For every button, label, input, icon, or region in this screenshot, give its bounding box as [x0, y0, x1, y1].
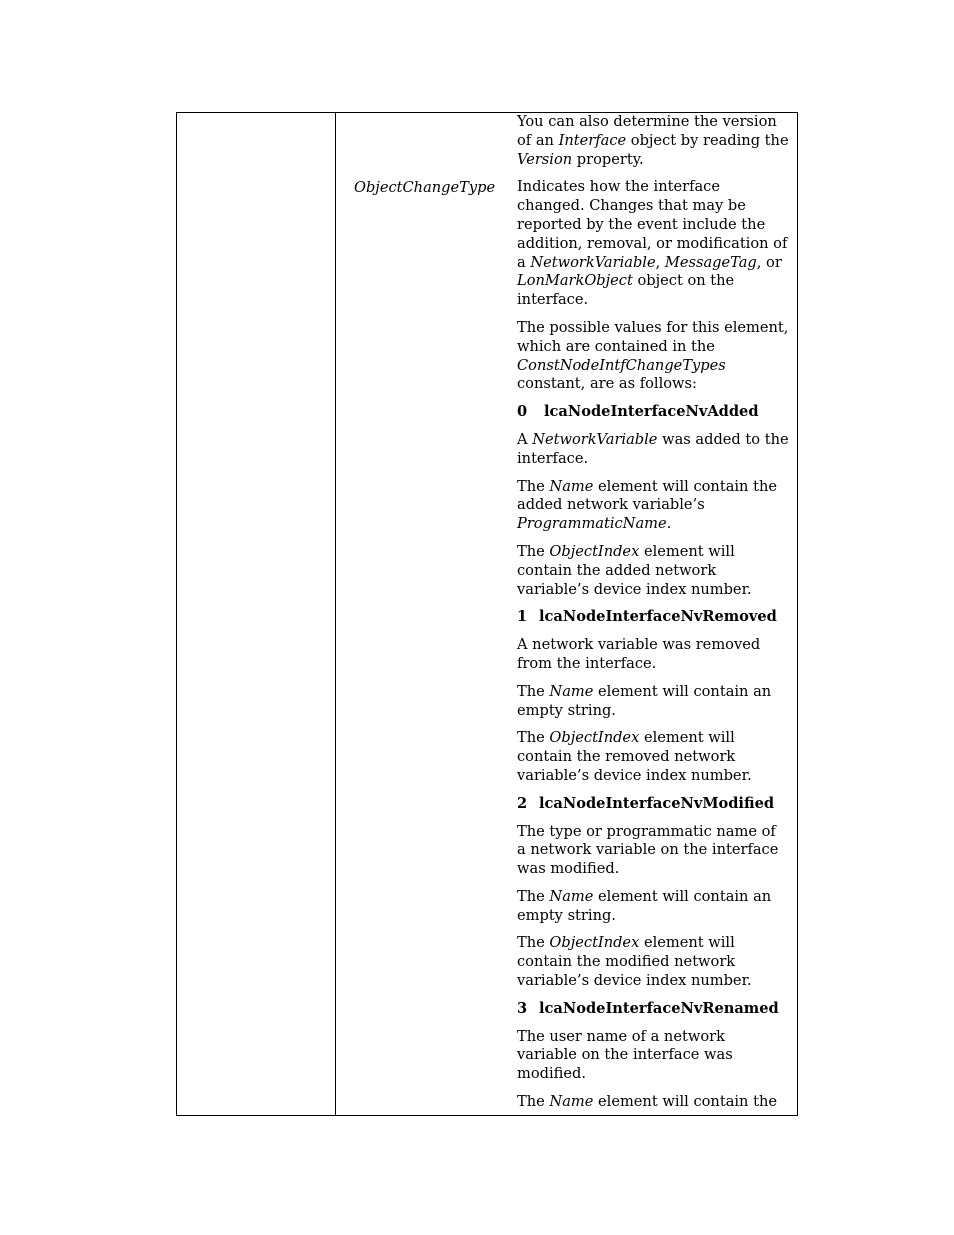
parameter-description — [517, 113, 789, 1121]
value-heading: 3 lcaNodeInterfaceNvRenamed — [517, 999, 779, 1017]
value-index-note: The ObjectIndex element will contain the added network variable’s device index number. — [517, 542, 752, 598]
value-name-note: The Name element will contain the added network variable’s ProgrammaticName. — [517, 477, 777, 533]
value-heading: 2 lcaNodeInterfaceNvModified — [517, 794, 775, 812]
value-description: The type or programmatic name of a network variable on the interface was modified. — [517, 822, 779, 878]
column-divider — [335, 112, 336, 1116]
value-index-note: The ObjectIndex element will contain the modified network variable’s device index number. — [517, 934, 752, 990]
value-name-note: The Name element will contain the — [517, 1093, 777, 1111]
value-description: A network variable was removed from the interface. — [517, 636, 761, 672]
intro-paragraph: You can also determine the version of an Interface object by reading the Version property. — [517, 113, 789, 168]
value-description: The user name of a network variable on the interface was modified. — [517, 1027, 733, 1083]
value-heading: 0 lcaNodeInterfaceNvAdded — [517, 403, 759, 421]
value-description: A NetworkVariable was added to the interface. — [517, 430, 789, 467]
value-index-note: The ObjectIndex element will contain the removed network variable’s device index number. — [517, 729, 752, 784]
value-heading: 1 lcaNodeInterfaceNvRemoved — [517, 608, 777, 626]
value-name-note: The Name element will contain an empty string. — [517, 887, 772, 924]
description-paragraph: Indicates how the interface changed. Changes that may be reported by the event include the addition, removal, or modification of a NetworkVariable, MessageTag, or LonMarkObject object on the interface. — [517, 178, 788, 309]
value-name-note: The Name element will contain an empty string. — [517, 682, 772, 719]
values-intro-paragraph: The possible values for this element, which are contained in the ConstNodeIntfChangeTypes constant, are as follows: — [517, 318, 789, 393]
parameter-name: ObjectChangeType — [354, 179, 496, 196]
